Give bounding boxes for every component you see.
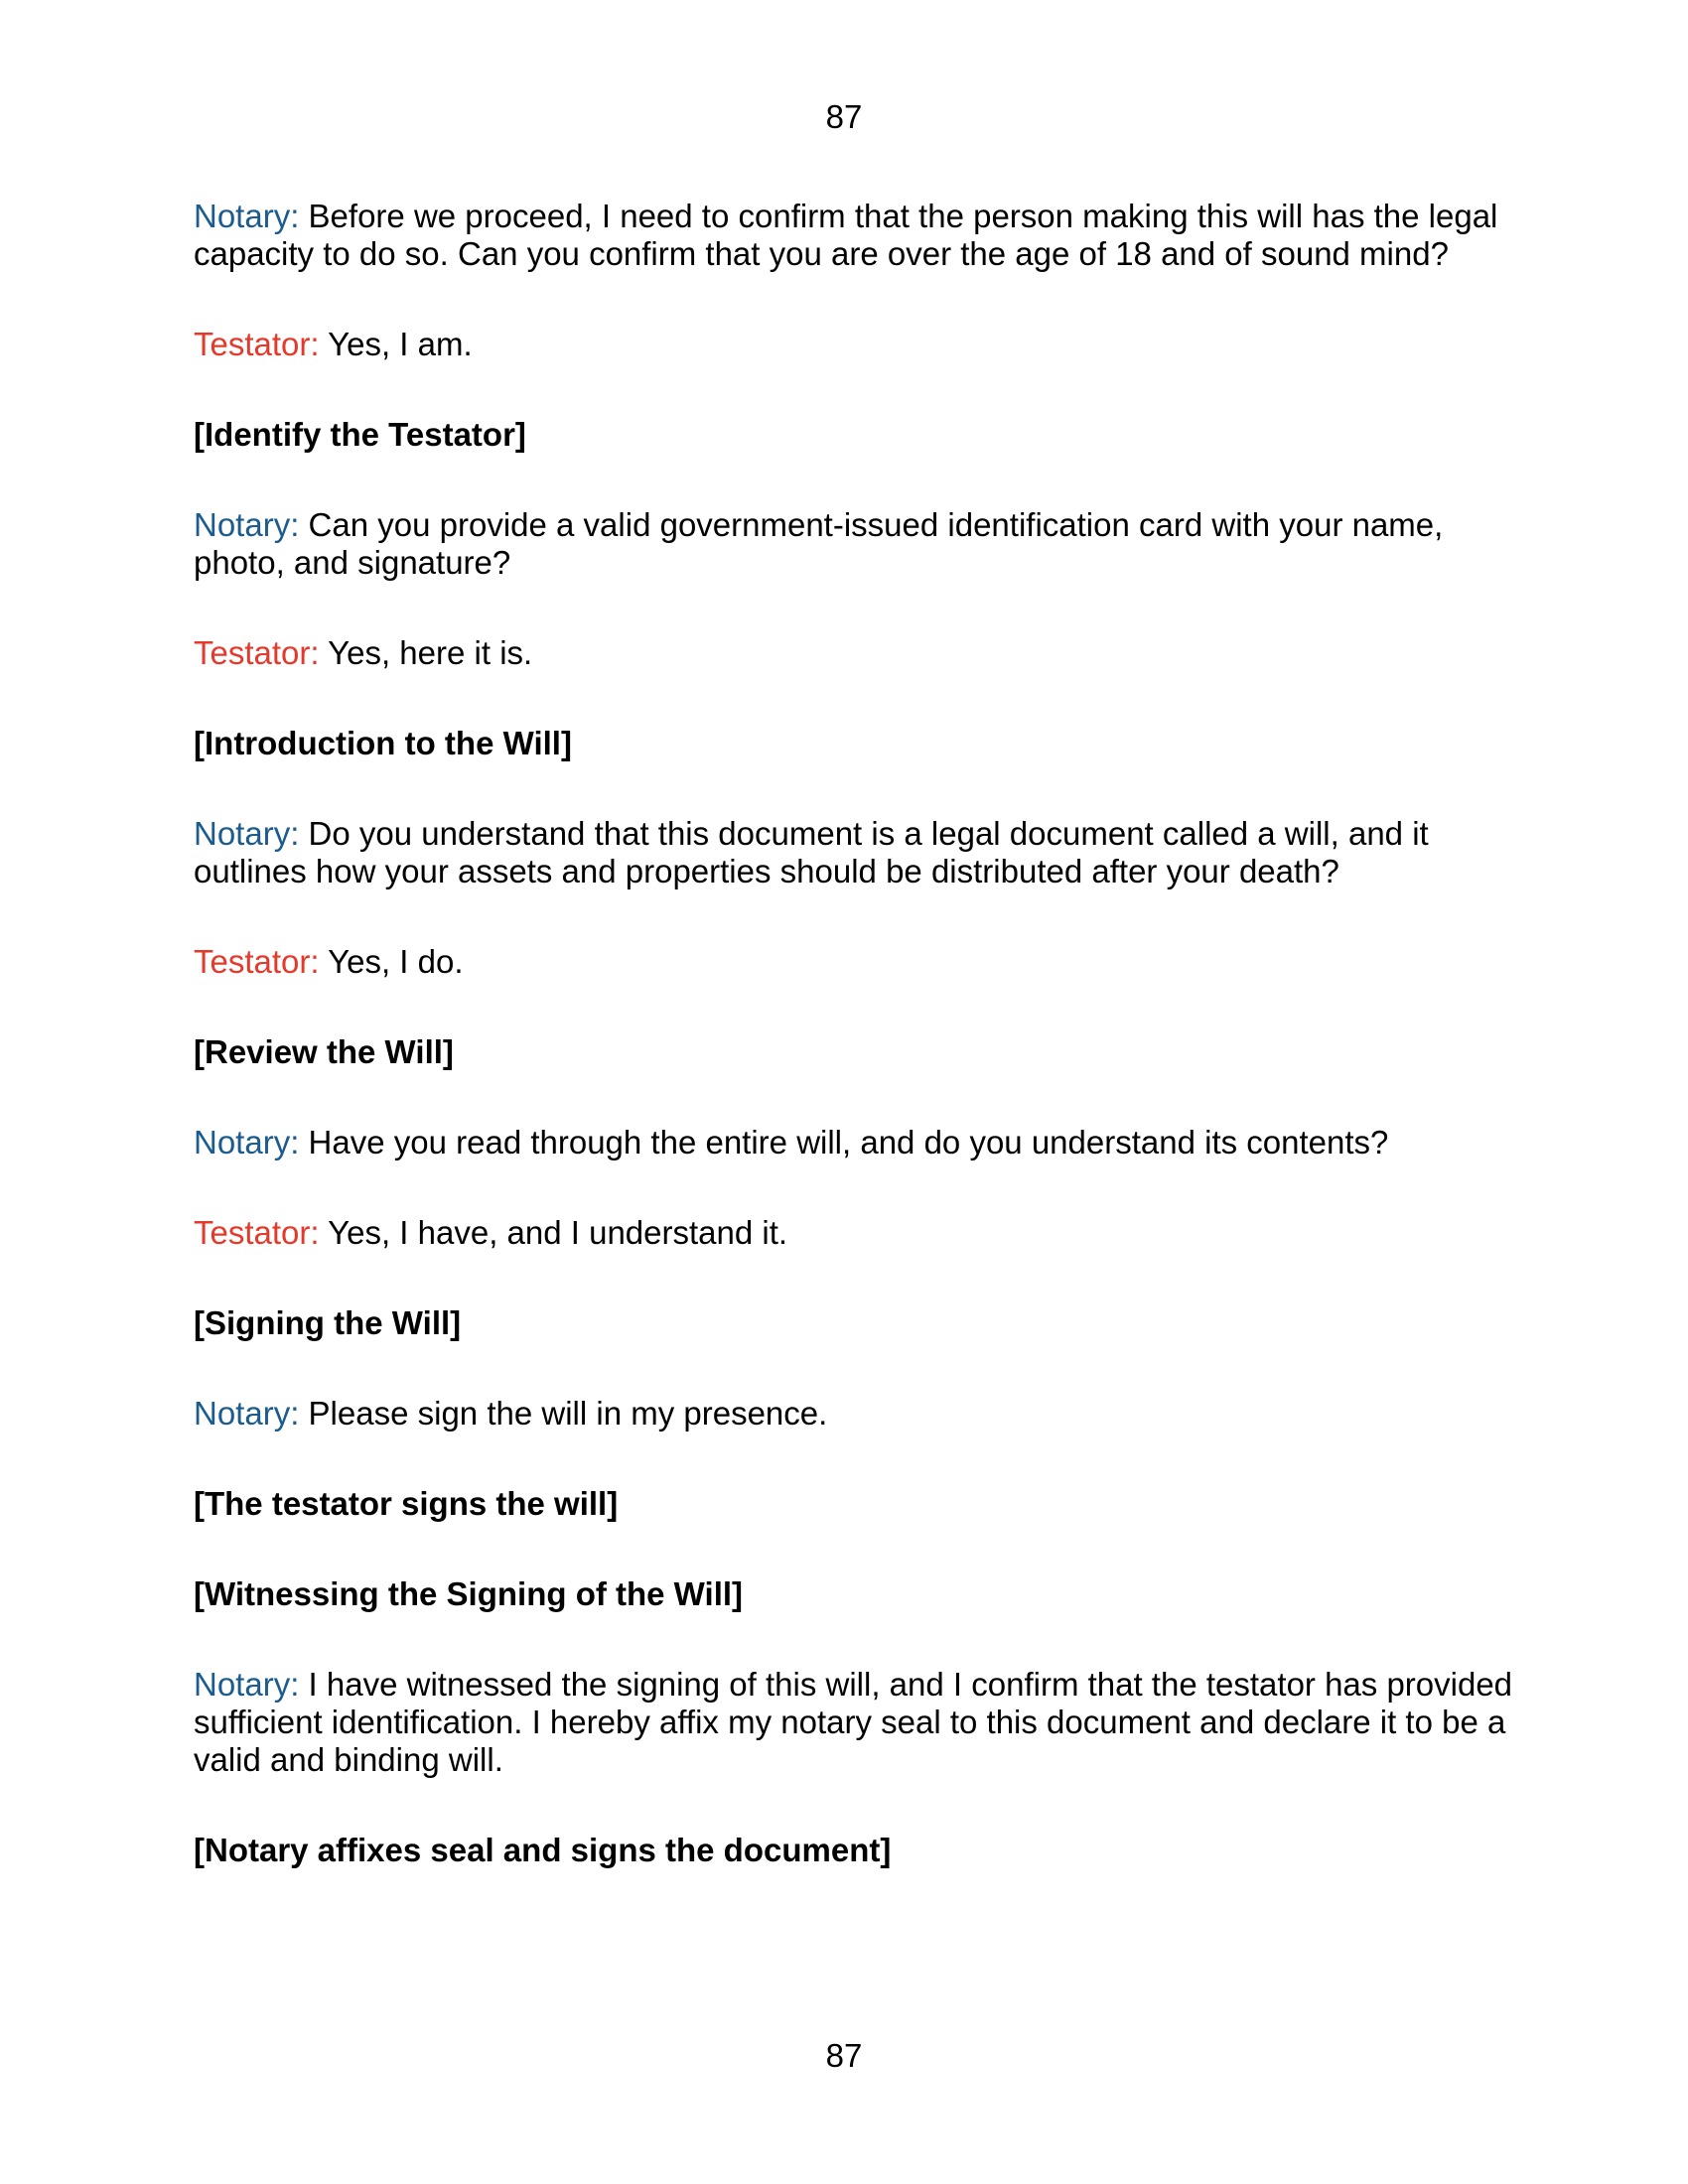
page-number-top: 87: [825, 98, 863, 135]
dialogue-text: Do you understand that this document is a legal document called a will, and it outlines how your assets and properties should be distributed after your death?: [194, 815, 1429, 889]
dialogue-block: [194, 815, 1529, 890]
dialogue-text: Can you provide a valid government-issued identification card with your name, photo, and signature?: [194, 506, 1444, 581]
stage-direction: [Review the Will]: [194, 1033, 454, 1070]
dialogue-block: [194, 1666, 1529, 1779]
dialogue-text: Yes, here it is.: [319, 634, 533, 671]
speaker-label: Notary:: [194, 198, 300, 234]
speaker-label: Testator:: [194, 1214, 320, 1251]
stage-direction: [Introduction to the Will]: [194, 725, 572, 761]
dialogue-text: Yes, I am.: [319, 326, 473, 362]
stage-direction: [Signing the Will]: [194, 1304, 462, 1341]
speaker-label: Notary:: [194, 1666, 300, 1703]
speaker-label: Notary:: [194, 1124, 300, 1160]
stage-direction: [Identify the Testator]: [194, 416, 526, 453]
speaker-label: Notary:: [194, 815, 300, 852]
dialogue-text: Have you read through the entire will, and do you understand its contents?: [299, 1124, 1389, 1160]
dialogue-text: Yes, I have, and I understand it.: [319, 1214, 788, 1251]
speaker-label: Notary:: [194, 506, 300, 543]
dialogue-text: I have witnessed the signing of this will, and I confirm that the testator has provided sufficient identification. I hereby affix my notary seal to this document and declare it to be a valid and binding will.: [194, 1666, 1513, 1778]
dialogue-block: [194, 1124, 1529, 1161]
stage-direction: [Notary affixes seal and signs the document]: [194, 1832, 892, 1868]
speaker-label: Notary:: [194, 1395, 300, 1432]
dialogue-block: [194, 634, 1529, 672]
speaker-label: Testator:: [194, 326, 320, 362]
dialogue-text: Yes, I do.: [319, 943, 464, 980]
dialogue-block: [194, 326, 1529, 363]
dialogue-block: [194, 943, 1529, 981]
transcript: [194, 198, 1529, 1922]
dialogue-block: [194, 198, 1529, 273]
speaker-label: Testator:: [194, 634, 320, 671]
dialogue-block: [194, 1214, 1529, 1252]
stage-direction: [Witnessing the Signing of the Will]: [194, 1575, 744, 1612]
dialogue-block: [194, 506, 1529, 582]
speaker-label: Testator:: [194, 943, 320, 980]
dialogue-text: Before we proceed, I need to confirm that the person making this will has the legal capacity to do so. Can you confirm that you are over the age of 18 and of sound mind?: [194, 198, 1498, 272]
dialogue-text: Please sign the will in my presence.: [299, 1395, 828, 1432]
dialogue-block: [194, 1395, 1529, 1433]
page-number-bottom: 87: [825, 2037, 863, 2074]
stage-direction: [The testator signs the will]: [194, 1485, 619, 1522]
